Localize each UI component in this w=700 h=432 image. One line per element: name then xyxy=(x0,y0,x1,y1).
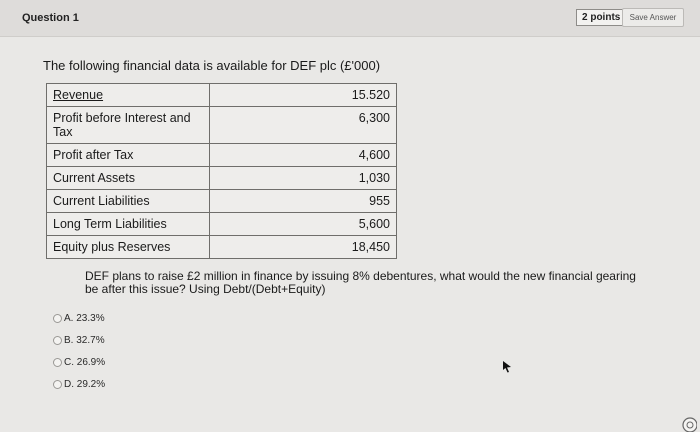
row-label: Equity plus Reserves xyxy=(47,236,210,259)
row-label: Current Liabilities xyxy=(47,190,210,213)
points-badge: 2 points xyxy=(576,9,626,26)
table-row xyxy=(47,213,397,236)
radio-button[interactable] xyxy=(53,314,62,323)
option-label: D. 29.2% xyxy=(64,379,106,390)
row-label: Profit before Interest and Tax xyxy=(47,107,210,144)
accessibility-icon[interactable] xyxy=(681,416,697,432)
row-value: 15.520 xyxy=(210,84,397,107)
row-value: 955 xyxy=(210,190,397,213)
save-answer-button[interactable]: Save Answer xyxy=(622,8,684,27)
table-row xyxy=(47,84,397,107)
row-value: 18,450 xyxy=(210,236,397,259)
question-text: DEF plans to raise £2 million in finance by issuing 8% debentures, what would the new financial gearing be after this issue? Using Debt/(Debt+Equity) xyxy=(85,269,636,296)
mouse-cursor-icon xyxy=(502,361,512,373)
option-c[interactable] xyxy=(53,357,105,368)
radio-button[interactable] xyxy=(53,358,62,367)
option-d[interactable] xyxy=(53,379,105,390)
row-value: 1,030 xyxy=(210,167,397,190)
table-row xyxy=(47,190,397,213)
question-intro: The following financial data is available for DEF plc (£'000) xyxy=(43,58,381,73)
financial-data-table xyxy=(46,83,397,259)
row-value: 6,300 xyxy=(210,107,397,144)
question-header xyxy=(0,0,700,37)
table-row xyxy=(47,236,397,259)
radio-button[interactable] xyxy=(53,336,62,345)
option-label: B. 32.7% xyxy=(64,335,105,346)
option-label: A. 23.3% xyxy=(64,313,105,324)
row-value: 5,600 xyxy=(210,213,397,236)
table-row xyxy=(47,167,397,190)
table-row xyxy=(47,107,397,144)
row-value: 4,600 xyxy=(210,144,397,167)
option-a[interactable] xyxy=(53,313,105,324)
table-row xyxy=(47,144,397,167)
option-label: C. 26.9% xyxy=(64,357,106,368)
row-label: Long Term Liabilities xyxy=(47,213,210,236)
radio-button[interactable] xyxy=(53,380,62,389)
row-label: Revenue xyxy=(47,84,210,107)
row-label: Current Assets xyxy=(47,167,210,190)
question-title: Question 1 xyxy=(22,12,79,24)
row-label: Profit after Tax xyxy=(47,144,210,167)
option-b[interactable] xyxy=(53,335,105,346)
